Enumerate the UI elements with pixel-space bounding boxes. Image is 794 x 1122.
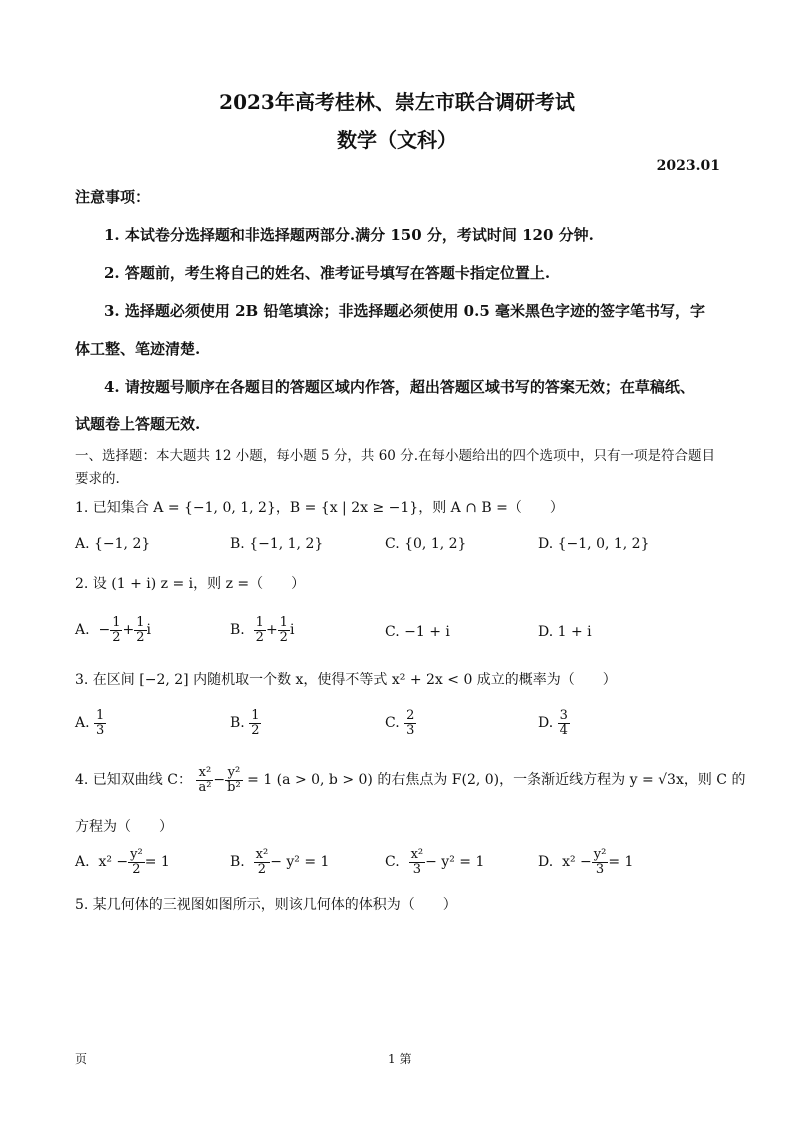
math-expression: x² − $\frac{\text{y²}}{2}$ = 1 [94,847,170,877]
question-4-option-c: C. $\frac{\text{x²}}{3}$ − y² = 1 [385,847,485,877]
math-expression: $\frac{\text{x²}}{3}$ − y² = 1 [410,847,485,877]
exam-date: 2023.01 [656,158,720,174]
footer-left: 页 [75,1052,88,1066]
notice-item-4-cont: 试题卷上答题无效. [75,415,201,433]
question-3-option-b: B. $\frac{1}{2}$ [230,708,260,738]
math-expression: $\frac{\text{x²}}{\text{a²}}$ − $\frac{\text{y²}}{\text{b²}}$ [198,765,241,795]
notice-item-2: 2. 答题前，考生将自己的姓名、准考证号填写在答题卡指定位置上. [104,264,551,282]
question-2-option-d: D. 1 + i [538,624,592,640]
footer-page-number: 1 第 [388,1052,412,1066]
question-4-stem: 4. 已知双曲线 C： $\frac{\text{x²}}{\text{a²}}$ − $\frac{\text{y²}}{\text{b²}}$ = 1 (a > 0, b > 0) 的右焦点为 F(2, 0)，一条渐近线方程为 y = √3x，则 C 的 [75,765,746,795]
question-1-stem: 1. 已知集合 A = {−1, 0, 1, 2}，B = {x | 2x ≥ −1}，则 A ∩ B =（ ） [75,500,564,516]
question-2-option-b: B. $\frac{1}{2}$ + $\frac{1}{2}$ i [230,615,295,645]
fraction: $\frac{1}{2}$ [251,708,260,738]
question-4-option-a: A. x² − $\frac{\text{y²}}{2}$ = 1 [75,847,170,877]
question-4-option-d: D. x² − $\frac{\text{y²}}{3}$ = 1 [538,847,634,877]
notice-heading: 注意事项： [75,188,151,206]
question-3-stem: 3. 在区间 [−2, 2] 内随机取一个数 x，使得不等式 x² + 2x < 0 成立的概率为（ ） [75,672,617,688]
notice-item-1: 1. 本试卷分选择题和非选择题两部分.满分 150 分，考试时间 120 分钟. [104,226,594,244]
exam-title: 2023年高考桂林、崇左市联合调研考试 [219,90,575,114]
fraction: $\frac{2}{3}$ [406,708,415,738]
question-2-option-c: C. −1 + i [385,624,450,640]
question-5-stem: 5. 某几何体的三视图如图所示，则该几何体的体积为（ ） [75,897,457,913]
question-4-stem-cont: 方程为（ ） [75,819,173,835]
notice-item-3: 3. 选择题必须使用 2B 铅笔填涂；非选择题必须使用 0.5 毫米黑色字迹的签字笔书写，字 [104,302,705,320]
question-3-option-a: A. $\frac{1}{3}$ [75,708,105,738]
math-expression: x² − $\frac{\text{y²}}{3}$ = 1 [557,847,634,877]
section-instruction: 一、选择题：本大题共 12 小题，每小题 5 分，共 60 分.在每小题给出的四个选项中，只有一项是符合题目 [75,448,715,464]
math-expression: − $\frac{1}{2}$ + $\frac{1}{2}$ i [94,615,151,645]
question-2-stem: 2. 设 (1 + i) z = i，则 z =（ ） [75,576,306,592]
notice-item-3-cont: 体工整、笔迹清楚. [75,340,201,358]
math-expression: $\frac{1}{2}$ + $\frac{1}{2}$ i [255,615,295,645]
notice-item-4: 4. 请按题号顺序在各题目的答题区域内作答，超出答题区域书写的答案无效；在草稿纸、 [104,378,695,396]
question-1-option-c: C. {0, 1, 2} [385,536,467,552]
question-3-option-c: C. $\frac{2}{3}$ [385,708,415,738]
question-2-option-a: A. − $\frac{1}{2}$ + $\frac{1}{2}$ i [75,615,151,645]
question-1-option-d: D. {−1, 0, 1, 2} [538,536,650,552]
question-1-option-b: B. {−1, 1, 2} [230,536,324,552]
fraction: $\frac{1}{3}$ [96,708,105,738]
question-4-option-b: B. $\frac{\text{x²}}{2}$ − y² = 1 [230,847,330,877]
math-expression: $\frac{\text{x²}}{2}$ − y² = 1 [255,847,330,877]
fraction: $\frac{3}{4}$ [559,708,568,738]
exam-subtitle: 数学（文科） [337,128,457,152]
section-instruction-cont: 要求的. [75,471,120,487]
question-3-option-d: D. $\frac{3}{4}$ [538,708,568,738]
question-1-option-a: A. {−1, 2} [75,536,151,552]
